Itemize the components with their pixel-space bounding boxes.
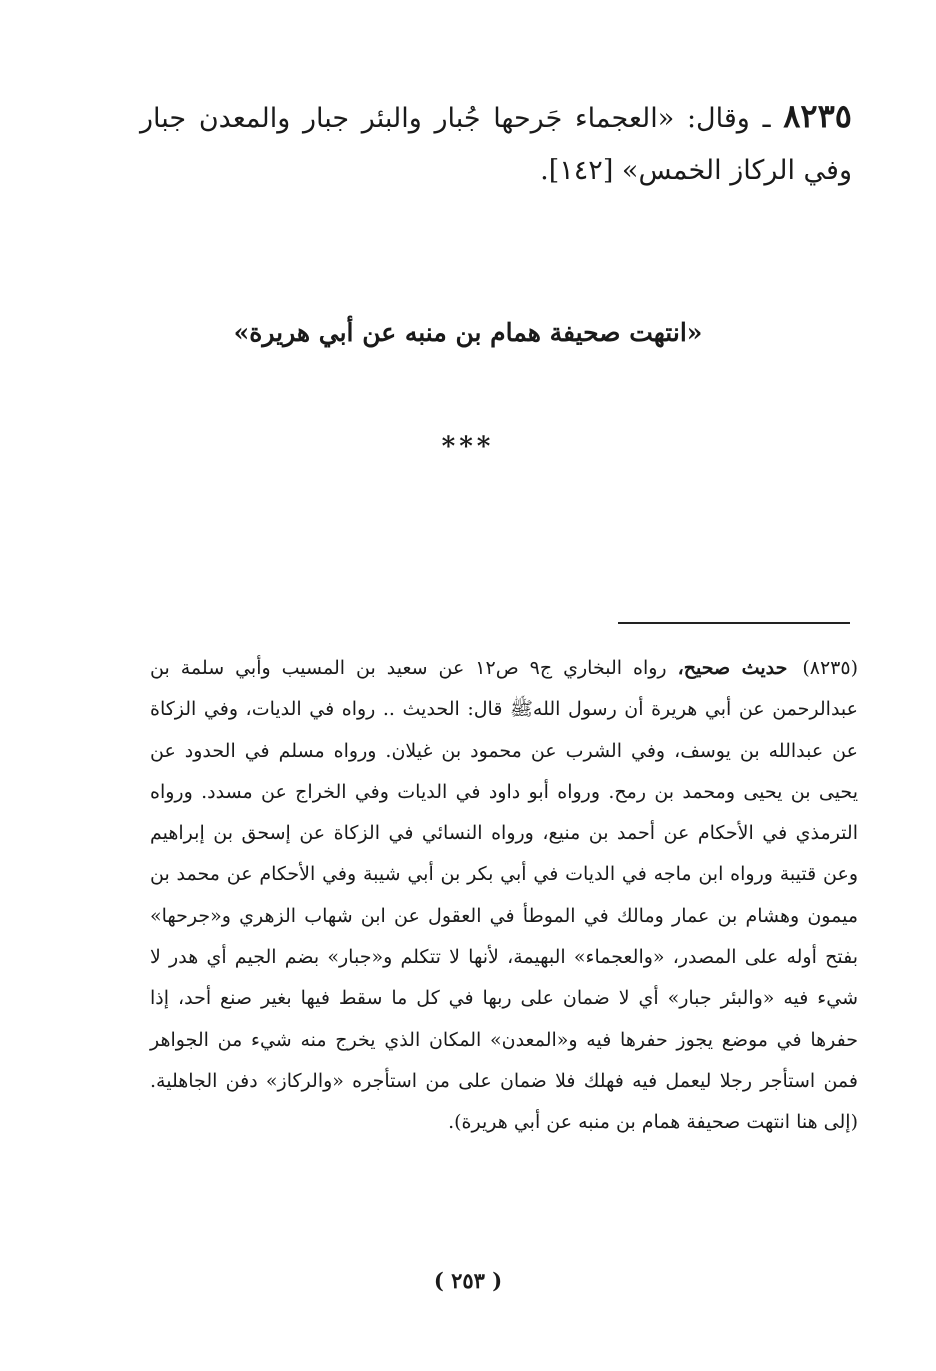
footnote-grade: حديث صحيح، — [677, 657, 788, 679]
section-separator: *** — [441, 432, 495, 462]
hadith-dash: ـ — [762, 103, 771, 134]
footnote-ref: (٨٢٣٥) — [802, 657, 858, 679]
footnote-text: رواه البخاري ج٩ ص١٢ عن سعيد بن المسيب وأبي سلمة بن عبدالرحمن عن أبي هريرة أن رسول اللهﷺ قال: الحديث .. رواه في الديات، وفي الزكاة عن عبدالله بن يوسف، وفي الشرب عن محمود بن غيلان. ورواه مسلم في الحدود عن يحيى بن يحيى ومحمد بن رمح. ورواه أبو داود في الديات وفي الخراج عن مسدد. ورواه الترمذي في الأحكام عن أحمد بن منيع، ورواه النسائي في الزكاة عن إسحق بن إبراهيم وعن قتيبة ورواه ابن ماجه في الديات في أبي بكر بن أبي شيبة وفي الأحكام عن محمد بن ميمون وهشام بن عمار ومالك في الموطأ في العقول عن ابن شهاب الزهري و«جرحها» بفتح أوله على المصدر، «والعجماء» البهيمة، لأنها لا تتكلم و«جبار» بضم الجيم أي هدر لا شيء فيه «والبئر جبار» أي لا ضمان على ربها في كل ما سقط فيها بغير صنع أحد، إذا حفرها في موضع يجوز حفرها فيه و«المعدن» المكان الذي يخرج منه شيء من الجواهر فمن استأجر رجلا ليعمل فيه فهلك فلا ضمان على من استأجره «والركاز» دفن الجاهلية. (إلى هنا انتهت صحيفة همام بن منبه عن أبي هريرة). — [150, 657, 858, 1134]
hadith-8235 — [140, 90, 852, 197]
footnote-8235 — [150, 648, 858, 1144]
footnote-divider — [618, 622, 850, 624]
page-number: ( ٢٥٣ ) — [433, 1268, 503, 1293]
closing-title: «انتهت صحيفة همام بن منبه عن أبي هريرة» — [233, 318, 703, 347]
hadith-text: وقال: «العجماء جَرحها جُبار والبئر جبار والمعدن جبار وفي الركاز الخمس» [١٤٢]. — [140, 103, 852, 186]
hadith-number: ٨٢٣٥ — [783, 97, 852, 135]
